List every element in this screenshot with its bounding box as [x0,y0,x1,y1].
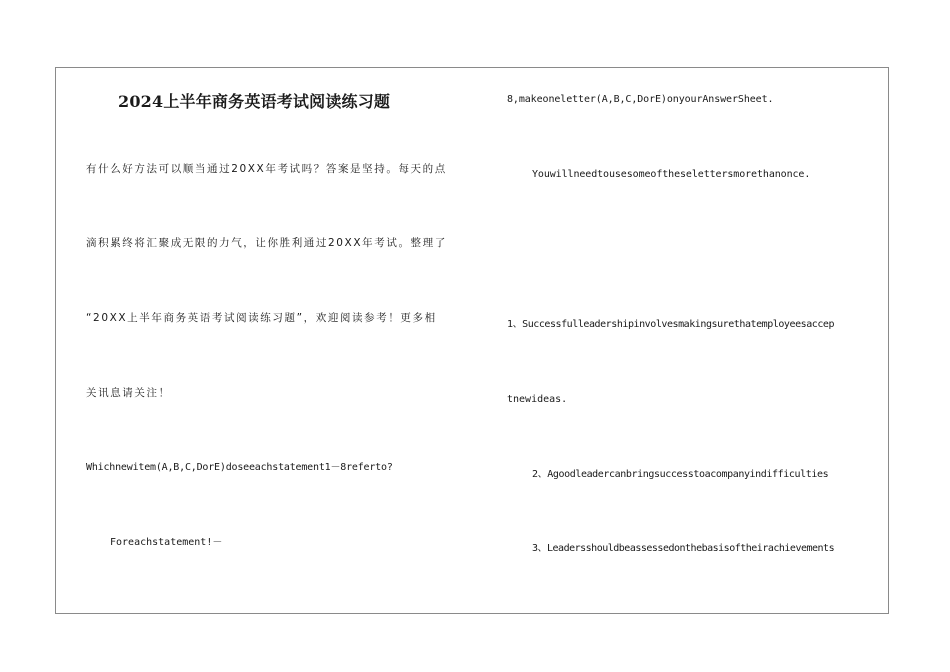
left-paragraph-line-2: 滴积累终将汇聚成无限的力气，让你胜利通过20XX年考试。整理了 [86,237,447,249]
page-frame [55,67,889,614]
statement-1-line-1: 1、Successfulleadershipinvolvesmakingsurethatemployeesaccep [507,319,835,330]
right-instruction-line-1: 8,makeoneletter(A,B,C,DorE)onyourAnswerSheet. [507,94,774,105]
left-paragraph-line-1: 有什么好方法可以顺当通过20XX年考试吗？答案是坚持。每天的点 [86,163,447,175]
statement-3: 3、Leadersshouldbeassessedonthebasisoftheirachievements [532,543,835,554]
statement-2: 2、Agoodleadercanbringsuccesstoacompanyindifficulties [532,469,829,480]
left-question-line: Whichnewitem(A,B,C,DorE)doseeachstatement1－8referto? [86,462,393,473]
right-instruction-line-2: Youwillneedtousesomeoftheselettersmorethanonce. [532,169,811,180]
left-paragraph-line-3: “20XX上半年商务英语考试阅读练习题”，欢迎阅读参考！更多相 [86,312,437,324]
left-instruction-line: Foreachstatement!－ [110,537,223,548]
left-paragraph-line-4: 关讯息请关注！ [86,387,171,399]
document-title: 2024上半年商务英语考试阅读练习题 [118,92,391,111]
statement-1-line-2: tnewideas. [507,394,568,405]
